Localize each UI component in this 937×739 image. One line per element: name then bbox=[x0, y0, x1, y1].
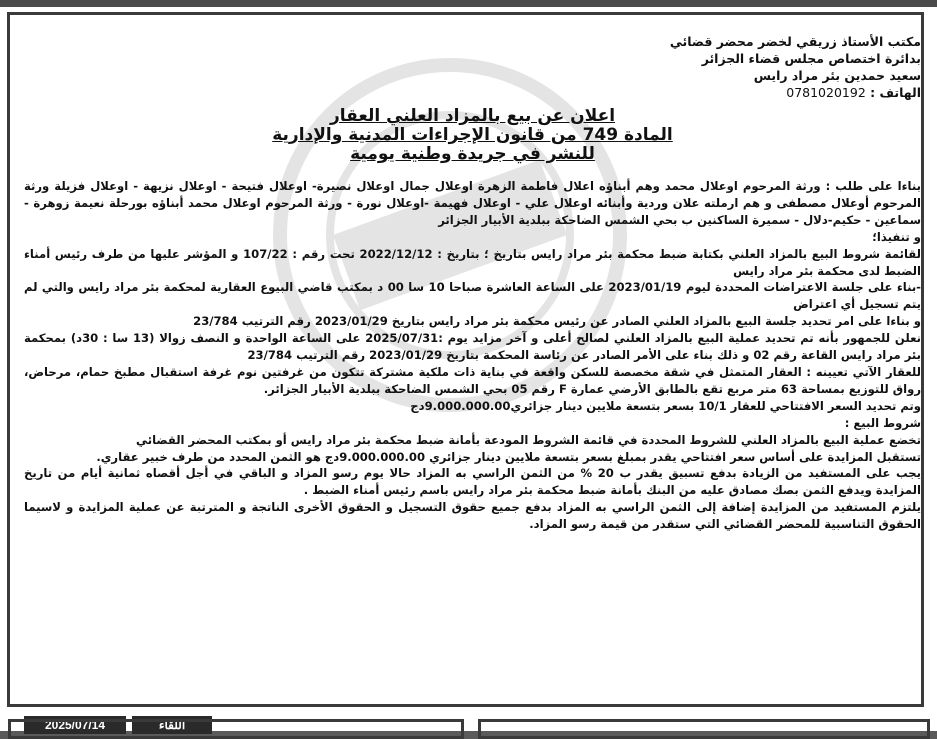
next-announcement-frame-left bbox=[8, 719, 464, 739]
body-paragraph-execution: و تنفيذا؛ bbox=[872, 229, 921, 244]
body-paragraph-order: و بناءا على امر تحديد جلسة البيع بالمزاد العلني الصادر عن رئيس محكمة بئر مراد رايس بتاريخ 2023/01/29 رقم الترتيب 23/784 bbox=[193, 314, 921, 329]
top-bar bbox=[0, 0, 937, 7]
body-paragraph-opening-price: تستقبل المزايدة على أساس سعر افتتاحي يقدر بمبلغ بسعر بتسعة ملايين دينار جزائري 9.000.000.00دج هو الثمن المحدد من طرف خبير عقاري. bbox=[96, 449, 921, 464]
office-jurisdiction: بدائرة اختصاص مجلس قضاء الجزائر bbox=[701, 51, 921, 66]
title-line-3: للنشر في جريدة وطنية يومية bbox=[350, 144, 595, 164]
newspaper-name: اللقاء bbox=[132, 716, 212, 734]
body-paragraph-requester: بناءا على طلب : ورثة المرحوم اوعلال محمد وهم أبناؤه اعلال فاطمة الزهرة اوعلال جمال اوعلال نصيرة- اوعلال فتيحة - اوعلال نزيهة - اوعلال فزيلة ورثة المرحوم أوعلال مصطفى و هم ارملته علان وردية وأبنائه اوعلال علي - اوعلال فهيمة -اوعلال نورة - ورثة المرحوم اوعلال محمد أبناؤه بورحلة نعيمة زوهرة - سماعين - حكيم-دلال - سميرة الساكنين ب بحي الشمس الضاحكة ببلدية الأبيار الجزائر bbox=[24, 179, 921, 227]
body-paragraph-objections: -بناء على جلسة الاعتراضات المحددة ليوم 2023/01/19 على الساعة العاشرة صباحا 10 سا 00 د بمكتب قاضي البيوع العقارية لمحكمة بئر مراد رايس والتي لم يتم تسجيل أي اعتراض bbox=[24, 280, 921, 312]
phone-number: 0781020192 bbox=[786, 85, 866, 100]
announcement-frame bbox=[7, 12, 924, 707]
body-paragraph-conditions-heading: شروط البيع : bbox=[844, 415, 921, 430]
body-paragraph-deposit: يجب على المستفيد من الزيادة بدفع تسبيق يقدر ب 20 % من الثمن الراسي به المزاد حالا يوم رسو المزاد و الباقي في أجل أقصاه ثمانية أيام من تاريخ المزايدة ويدفع الثمن بصك مصادق عليه من البنك بأمانة ضبط محكمة بئر مراد رايس باسم رئيس أمناء الضبط . bbox=[24, 466, 922, 498]
office-phone bbox=[24, 84, 921, 101]
body-paragraph-fees: يلتزم المستفيد من المزايدة إضافة إلى الثمن الراسي به المزاد بدفع جميع حقوق التسجيل و الحقوق الأخرى الناتجة و المترتبة عن عملية المزايدة و لاسيما الحقوق التناسبية للمحضر القضائي التي ستقدر من قيمة رسو المزاد. bbox=[24, 500, 921, 532]
title-block bbox=[24, 107, 921, 164]
announcement-content bbox=[24, 33, 921, 533]
body-paragraph-property: للعقار الآتي تعيينه : العقار المتمثل في شقة مخصصة للسكن واقعة في بناية ذات ملكية مشتركة تتكون من غرفتين نوم غرفة استقبال مطبخ حمام، مرحاض، رواق للتوزيع بمساحة 63 متر مربع تقع بالطابق الأرضي عمارة F رقم 05 بحي الشمس الضاحكة ببلدية الأبيار الجزائر. bbox=[24, 364, 921, 396]
body-paragraph-conditions-list: لقائمة شروط البيع بالمزاد العلني بكتابة ضبط محكمة بئر مراد رايس بتاريخ ؛ بتاريخ : 2022/12/12 تحت رقم : 107/22 و المؤشر عليها من طرف رئيس أمناء الضبط لدى محكمة بئر مراد رايس bbox=[24, 246, 921, 278]
next-announcement-frame-right bbox=[478, 719, 930, 739]
body-paragraph-price: وتم تحديد السعر الافتتاحي للعقار 10/1 بسعر بتسعة ملايين دينار جزائري9.000.000.00دج bbox=[410, 398, 921, 413]
body-paragraph-rules: تخضع عملية البيع بالمزاد العلني للشروط المحددة في قائمة الشروط المودعة بأمانة ضبط محكمة بئر مراد رايس أو بمكتب المحضر القضائي bbox=[135, 432, 921, 447]
title-line-1: اعلان عن بيع بالمزاد العلني العقار bbox=[329, 106, 616, 126]
publication-date: 2025/07/14 bbox=[24, 716, 126, 734]
body-paragraph-sale-date: نعلن للجمهور بأنه تم تحديد عملية البيع بالمزاد العلني لصالح أعلى و آخر مزايد يوم :2025/07/31 على الساعة الواحدة و النصف زوالا (13 سا : 30د) بمحكمة بئر مراد رايس القاعة رقم 02 و ذلك بناء على الأمر الصادر عن رئاسة المحكمة بتاريخ 2023/01/29 رقم الترتيب 23/784 bbox=[24, 331, 921, 363]
office-address: سعيد حمدين بئر مراد رايس bbox=[753, 68, 921, 83]
office-name: مكتب الأستاذ زريقي لخضر محضر قضائي bbox=[669, 34, 921, 49]
title-line-2: المادة 749 من قانون الإجراءات المدنية والإدارية bbox=[272, 125, 673, 145]
announcement-body bbox=[24, 178, 921, 533]
phone-label: الهاتف : bbox=[870, 85, 921, 100]
